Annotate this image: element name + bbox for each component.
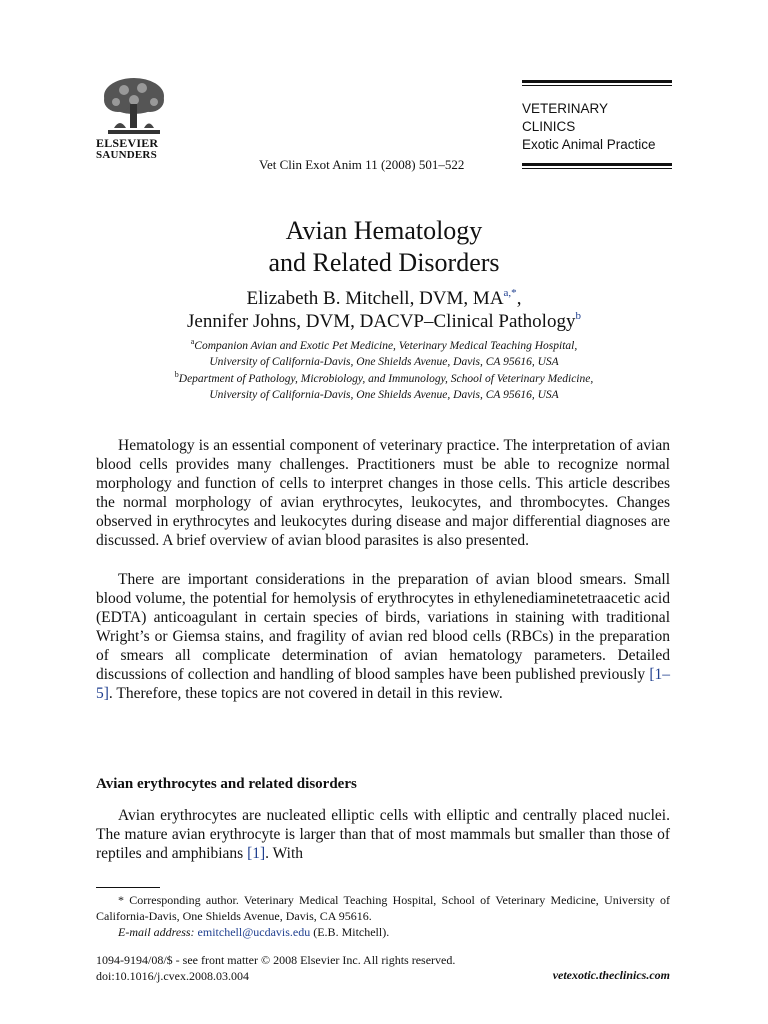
reference-link-1-5[interactable]: [1–5] [96, 666, 670, 702]
corresponding-author-text: * Corresponding author. Veterinary Medical Teaching Hospital, School of Veterinary Medicine, University of California-Davis, One Shields Avenue, Davis, CA 95616. [96, 893, 670, 923]
journal-citation: Vet Clin Exot Anim 11 (2008) 501–522 [259, 157, 465, 172]
publisher-elsevier: ELSEVIER [96, 136, 159, 150]
author-1-affil-link[interactable]: a,* [503, 287, 517, 299]
publisher-name [96, 137, 186, 161]
journal-name-line2: CLINICS [522, 119, 576, 134]
affiliation-a-line2: University of California-Davis, One Shields Avenue, Davis, CA 95616, USA [209, 356, 559, 368]
issn-line: 1094-9194/08/$ - see front matter © 2008 Elsevier Inc. All rights reserved. [96, 953, 456, 967]
body-paragraph-2 [96, 570, 670, 703]
reference-link-1[interactable]: [1] [247, 845, 266, 862]
affiliation-a-line1: $^a$Companion Avian and Exotic Pet Medicine, Veterinary Medical Teaching Hospital, [190, 337, 578, 352]
paragraph-3: Avian erythrocytes are nucleated elliptic cells with elliptic and centrally placed nuclei. The mature avian erythrocyte is larger than that of most mammals but smaller than those of reptiles and amphibians [1]. With [96, 807, 670, 862]
body-paragraph-3 [96, 806, 670, 863]
journal-website[interactable]: vetexotic.theclinics.com [552, 968, 670, 982]
publisher-imprint: SAUNDERS [96, 149, 157, 161]
footnote-rule [96, 887, 160, 888]
doi-line: doi:10.1016/j.cvex.2008.03.004 [96, 969, 249, 983]
author-1-name: Elizabeth B. Mitchell, DVM, MA [246, 288, 504, 309]
author-1 [0, 287, 768, 311]
journal-name-line1: VETERINARY [522, 101, 609, 116]
journal-subtitle: Exotic Animal Practice [522, 137, 656, 152]
paragraph-2: There are important considerations in the preparation of avian blood smears. Small blood volume, the potential for hemolysis of erythrocytes in ethylenediaminetetraacetic acid (EDTA) anticoagulant in certain species of birds, variations in staining with traditional Wright’s or Giemsa stains, and fragility of avian red blood cells (RBCs) in the preparation of smears all complicate determination of avian hematology parameters. Detailed discussions of collection and handling of blood samples have been published previously [1–5]. Therefore, these topics are not covered in detail in this review. [96, 571, 670, 702]
corresponding-footnote [96, 892, 670, 940]
masthead-bottom-rule [522, 163, 672, 169]
article-title-line2: and Related Disorders [268, 248, 500, 277]
abstract-paragraph [96, 436, 670, 550]
masthead-top-rule [522, 80, 672, 83]
article-title-line1: Avian Hematology [285, 216, 483, 245]
paragraph-1: Hematology is an essential component of veterinary practice. The interpretation of avian blood cells provides many challenges. Practitioners must be able to recognize normal morphology and function of cells to interpret changes in those cells. This article describes the normal morphology of avian erythrocytes, leukocytes, and thrombocytes. Changes observed in erythrocytes and leukocytes during disease and major differential diagnoses are discussed. A brief overview of avian blood parasites is also presented. [96, 437, 670, 549]
author-1-trail: , [516, 288, 522, 309]
author-2-name: Jennifer Johns, DVM, DACVP–Clinical Pathology [187, 311, 576, 332]
author-2-affil-link[interactable]: b [575, 310, 581, 322]
masthead-top-rule-thin [522, 85, 672, 86]
author-2 [0, 310, 768, 334]
front-matter [96, 952, 455, 984]
journal-masthead [522, 80, 672, 154]
email-line: E-mail address: emitchell@ucdavis.edu (E.B. Mitchell). [118, 925, 390, 939]
email-link[interactable]: emitchell@ucdavis.edu [197, 925, 311, 939]
affiliation-b-line1: $^b$Department of Pathology, Microbiology, and Immunology, School of Veterinary Medicine, [174, 370, 594, 385]
section-heading: Avian erythrocytes and related disorders [96, 776, 357, 792]
affiliation-b-line2: University of California-Davis, One Shields Avenue, Davis, CA 95616, USA [209, 389, 559, 401]
